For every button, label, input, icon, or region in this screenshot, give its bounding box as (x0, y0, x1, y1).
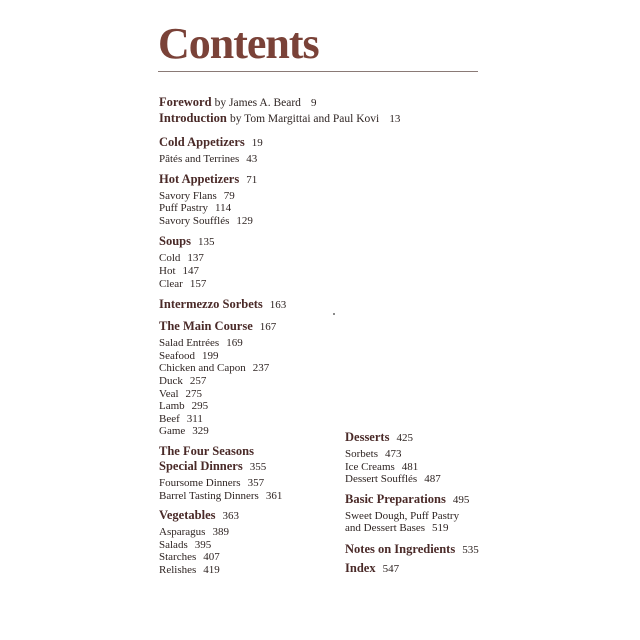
toc-section-the-main-course (159, 319, 400, 438)
toc-section-hot-appetizers (159, 172, 400, 228)
page-number: 43 (246, 153, 258, 165)
toc-subentry[interactable] (345, 522, 479, 535)
page-number: 361 (265, 489, 283, 502)
toc-subentry[interactable] (345, 448, 479, 461)
heading-label: The Main Course (159, 319, 253, 334)
contents-right-column (345, 430, 479, 577)
toc-section-index (345, 561, 479, 577)
toc-subentry[interactable] (345, 461, 479, 474)
section-heading[interactable] (159, 234, 400, 250)
toc-subentry[interactable] (159, 375, 400, 388)
page-number: 257 (189, 374, 207, 387)
entry-label: Cold (159, 252, 181, 265)
section-heading[interactable] (159, 319, 400, 335)
page-number: 311 (186, 412, 203, 425)
toc-subentry[interactable] (345, 510, 479, 523)
page-number: 147 (182, 264, 199, 277)
entry-label: Hot (159, 264, 176, 277)
heading-label: Desserts (345, 430, 390, 444)
entry-label: Seafood (159, 349, 196, 362)
toc-subentry[interactable] (159, 265, 400, 278)
toc-entry-introduction[interactable] (159, 111, 400, 127)
page-title: Contents (158, 19, 319, 68)
entry-label: and Dessert Bases (345, 522, 426, 535)
page-number: 473 (385, 448, 402, 460)
page-number: 135 (197, 236, 215, 249)
entry-label: Clear (159, 277, 183, 290)
page-number: 9 (311, 97, 317, 109)
page-number: 363 (222, 510, 239, 523)
page-number: 237 (252, 362, 270, 375)
page-number: 137 (187, 252, 204, 265)
toc-subentry[interactable] (159, 400, 400, 413)
heading-label: Soups (159, 234, 191, 249)
toc-subentry[interactable] (159, 278, 400, 291)
entry-label: Lamb (159, 400, 185, 413)
section-heading[interactable] (159, 297, 400, 313)
section-heading[interactable] (345, 430, 479, 446)
page-number: 295 (191, 400, 209, 413)
entry-label: Savory Soufflés (159, 214, 230, 227)
page-number: 535 (462, 543, 479, 556)
entry-label: Relishes (159, 563, 197, 576)
page-number: 71 (246, 173, 258, 186)
toc-subentry[interactable] (159, 252, 400, 265)
heading-label: Intermezzo Sorbets (159, 297, 263, 312)
heading-label: Notes on Ingredients (345, 541, 456, 556)
heading-label: Special Dinners (159, 458, 243, 473)
heading-label: Hot Appetizers (159, 171, 240, 186)
toc-section-intermezzo-sorbets (159, 297, 400, 313)
heading-label: Cold Appetizers (159, 135, 245, 149)
toc-section-desserts (345, 430, 479, 486)
page-number: 13 (389, 113, 401, 125)
page-number: 395 (194, 538, 212, 551)
entry-label: Pâtés and Terrines (159, 153, 240, 165)
entry-label: Dessert Soufflés (345, 473, 418, 486)
entry-label: Salad Entrées (159, 337, 220, 350)
heading-label: Basic Preparations (345, 491, 446, 506)
page-number: 169 (226, 337, 243, 350)
entry-label: Foursome Dinners (159, 476, 241, 489)
toc-subentry[interactable] (159, 337, 400, 350)
page-number: 163 (269, 299, 287, 312)
section-heading[interactable] (159, 135, 400, 151)
entry-label: Puff Pastry (159, 202, 208, 215)
entry-label: Sorbets (345, 448, 378, 460)
page-number: 355 (249, 460, 267, 473)
entry-label: Veal (159, 387, 179, 400)
page-number: 167 (259, 321, 277, 334)
entry-label: Sweet Dough, Puff Pastry (345, 509, 460, 522)
page-number: 329 (192, 425, 209, 438)
heading-label: Index (345, 560, 376, 575)
entry-label: Starches (159, 551, 197, 564)
toc-section-basic-preparations (345, 492, 479, 535)
entry-label: Introduction (159, 111, 227, 125)
page-number: 487 (424, 473, 441, 486)
page-number: 19 (251, 137, 263, 149)
section-heading[interactable] (345, 561, 479, 577)
page-number: 114 (215, 202, 232, 215)
toc-section-cold-appetizers (159, 135, 400, 166)
page-number: 419 (203, 563, 220, 576)
toc-subentry[interactable] (159, 202, 400, 215)
entry-label: Salads (159, 538, 188, 551)
section-heading[interactable] (345, 542, 479, 558)
entry-byline: by James A. Beard (214, 97, 301, 109)
page-number: 157 (189, 277, 207, 290)
page-number: 481 (401, 460, 419, 473)
toc-section-soups (159, 234, 400, 290)
page-number: 495 (452, 493, 470, 506)
entry-byline: by Tom Margittai and Paul Kovi (229, 113, 380, 125)
page-number: 519 (432, 522, 449, 535)
toc-subentry[interactable] (159, 388, 400, 401)
entry-label: Savory Flans (159, 189, 217, 202)
page-number: 547 (382, 562, 400, 575)
toc-subentry[interactable] (159, 190, 400, 203)
section-heading[interactable] (345, 492, 479, 508)
section-heading[interactable] (159, 172, 400, 188)
page-number: 357 (247, 476, 265, 489)
page-number: 129 (236, 214, 253, 227)
page-number: 275 (185, 387, 203, 400)
entry-label: Ice Creams (345, 460, 395, 473)
page-number: 389 (212, 526, 229, 539)
front-matter (159, 95, 400, 127)
toc-subentry[interactable] (159, 362, 400, 375)
toc-section-notes-on-ingredients (345, 542, 479, 558)
entry-label: Barrel Tasting Dinners (159, 489, 259, 502)
page-number: 425 (396, 432, 413, 444)
entry-label: Game (159, 425, 186, 438)
page-number: 199 (202, 349, 219, 362)
page-number: 407 (203, 551, 220, 564)
toc-subentry[interactable] (345, 473, 479, 486)
toc-entry-foreword[interactable] (159, 95, 400, 111)
entry-label: Asparagus (159, 526, 206, 539)
title-rule (158, 71, 478, 72)
entry-label: Duck (159, 374, 183, 387)
toc-subentry[interactable] (159, 413, 400, 426)
heading-label: Vegetables (159, 508, 216, 523)
entry-label: Beef (159, 412, 180, 425)
entry-label: Foreword (159, 95, 212, 109)
page-number: 79 (223, 189, 235, 202)
section-heading-line[interactable]: The Four Seasons (159, 443, 254, 458)
toc-subentry[interactable] (159, 153, 400, 166)
entry-label: Chicken and Capon (159, 362, 246, 375)
toc-subentry[interactable] (159, 215, 400, 228)
toc-subentry[interactable] (159, 350, 400, 363)
